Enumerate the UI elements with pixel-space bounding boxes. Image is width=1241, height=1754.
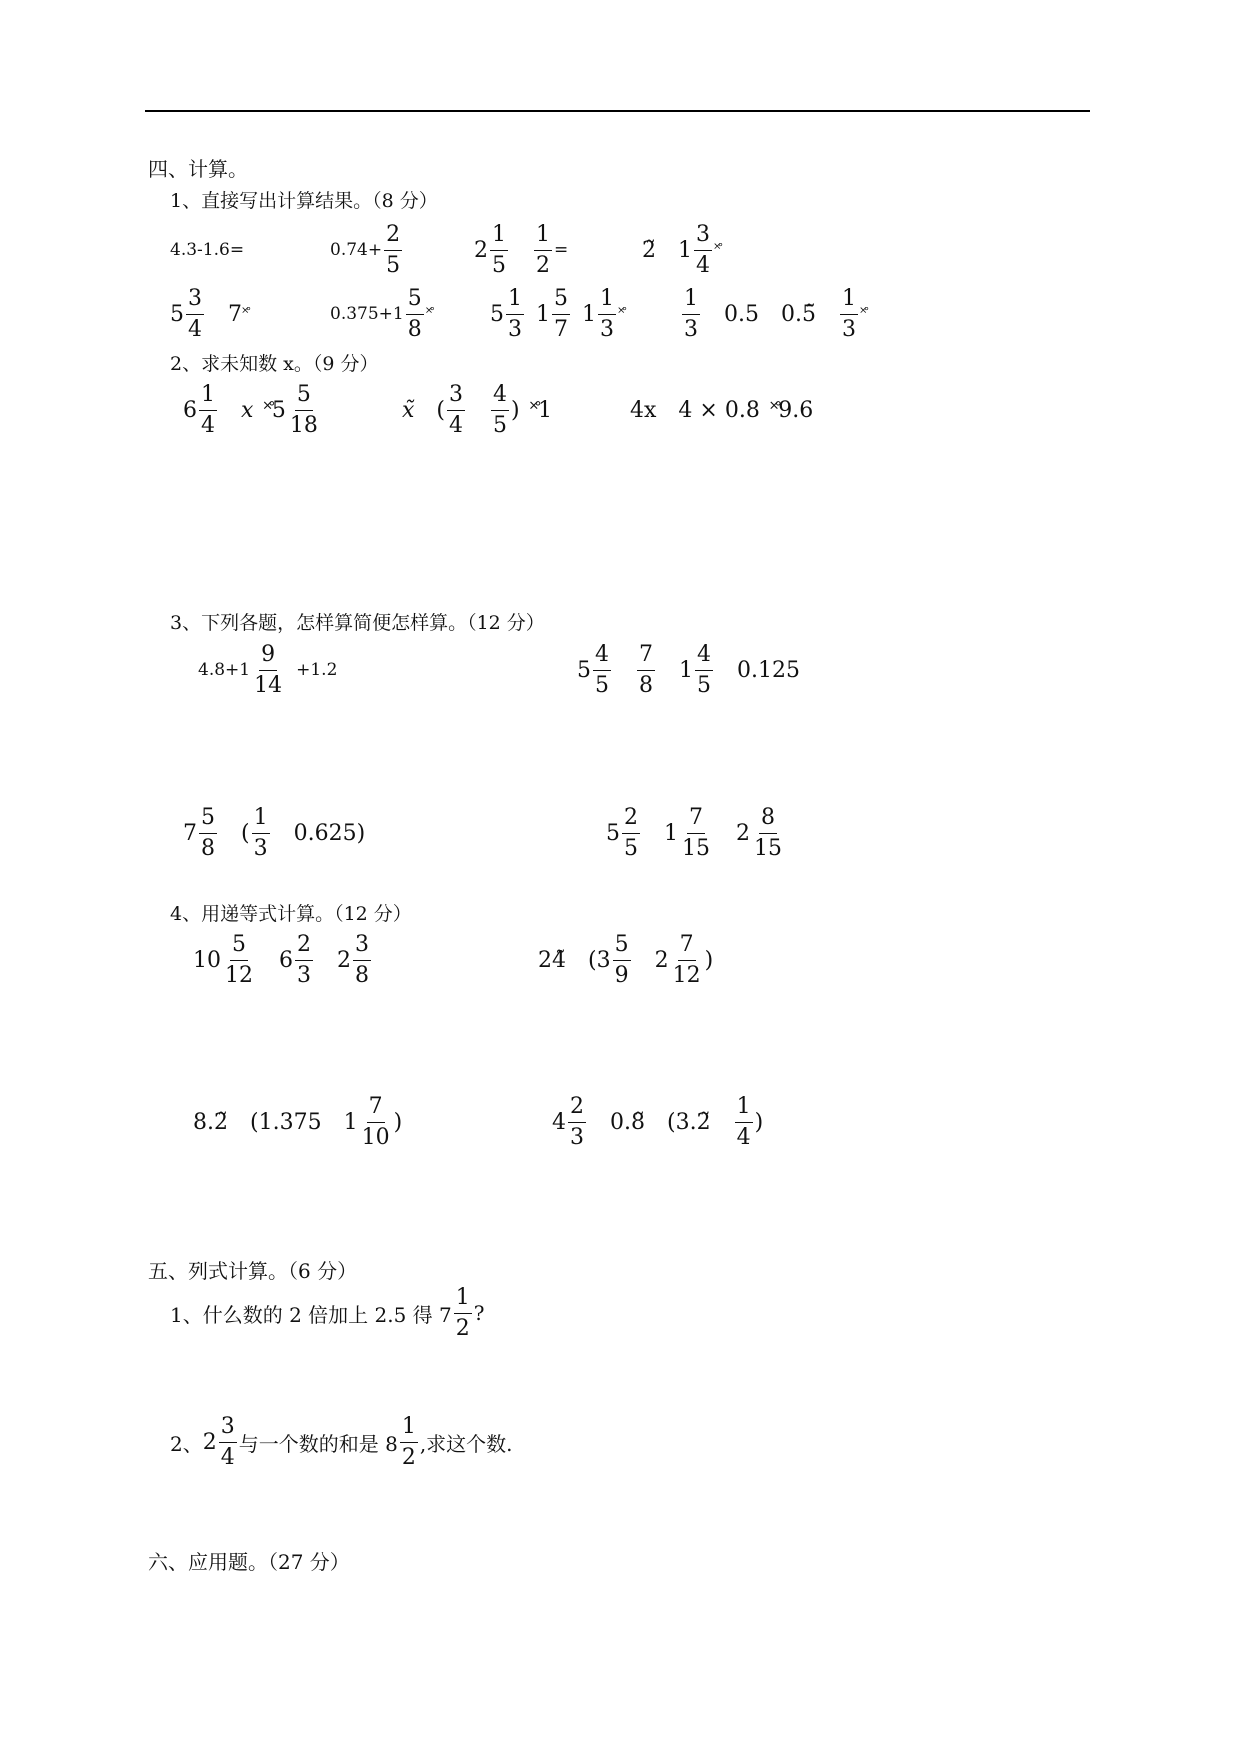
p2-title: 2、求未知数 x。（9 分） bbox=[170, 353, 379, 375]
p4-e3: 8.2̃ (1.375 1 $\frac{7}{10}$ ) bbox=[193, 1093, 403, 1150]
p3-e2: 5 $\frac{4}{5}$ $\frac{7}{8}$ 1 $\frac{4}{5}$ 0.125 bbox=[577, 641, 800, 698]
p1-row2-e1: 5 $\frac{3}{4}$ 7 ˟̊ bbox=[170, 285, 249, 342]
p2-e3: 4x 4 × 0.8 ˟̊9.6 bbox=[630, 397, 814, 423]
p2-e2: x̃ ( $\frac{3}{4}$ $\frac{4}{5}$ ) ˟̊1 bbox=[402, 381, 553, 438]
p1-row1-e3: 2 $\frac{1}{5}$ $\frac{1}{2}$ = bbox=[474, 221, 569, 278]
s5-q1: 1、什么数的 2 倍加上 2.5 得 7 $\frac{1}{2}$ ? bbox=[170, 1284, 485, 1341]
p1-row2-e2: 0.375+1 $\frac{5}{8}$ ˟̊ bbox=[330, 285, 433, 342]
p3-title: 3、下列各题，怎样算简便怎样算。（12 分） bbox=[170, 612, 545, 634]
top-rule bbox=[145, 110, 1090, 112]
p4-e1: 10 $\frac{5}{12}$ 6 $\frac{2}{3}$ 2 $\frac{3}{8}$ bbox=[193, 931, 369, 988]
section4-title: 四、计算。 bbox=[148, 157, 248, 181]
p1-row2-e3: 5 $\frac{1}{3}$ 1 $\frac{5}{7}$ 1 $\frac{1}{3}$ ˟̊ bbox=[490, 285, 625, 342]
p1-row1-e1: 4.3-1.6= bbox=[170, 240, 245, 260]
p3-e4: 5 $\frac{2}{5}$ 1 $\frac{7}{15}$ 2 $\frac{8}{15}$ bbox=[606, 804, 782, 861]
p4-e4: 4 $\frac{2}{3}$ 0.8̃ (3.2̃ $\frac{1}{4}$ ) bbox=[552, 1093, 764, 1150]
section5-title: 五、列式计算。（6 分） bbox=[148, 1259, 358, 1283]
p3-e3: 7 $\frac{5}{8}$ ( $\frac{1}{3}$ 0.625) bbox=[183, 804, 366, 861]
p4-title: 4、用递等式计算。（12 分） bbox=[170, 903, 412, 925]
p1-row2-e4: $\frac{1}{3}$ 0.5 0.5̃ $\frac{1}{3}$ ˟̊ bbox=[684, 285, 867, 342]
p4-e2: 24̃ (3 $\frac{5}{9}$ 2 $\frac{7}{12}$ ) bbox=[538, 931, 714, 988]
p3-e1: 4.8+1 $\frac{9}{14}$ +1.2 bbox=[198, 641, 338, 698]
p1-row1-e2: 0.74+ $\frac{2}{5}$ bbox=[330, 221, 401, 278]
section6-title: 六、应用题。（27 分） bbox=[148, 1550, 350, 1574]
s5-q2: 2、 2 $\frac{3}{4}$ 与一个数的和是 8 $\frac{1}{2}$ ,求这个数. bbox=[170, 1413, 513, 1470]
p1-title: 1、直接写出计算结果。（8 分） bbox=[170, 190, 438, 212]
p1-row1-e4: 2̃ 1 $\frac{3}{4}$ ˟̊ bbox=[642, 221, 721, 278]
p2-e1: 6 $\frac{1}{4}$ x ˟̊5 $\frac{5}{18}$ bbox=[183, 381, 318, 438]
